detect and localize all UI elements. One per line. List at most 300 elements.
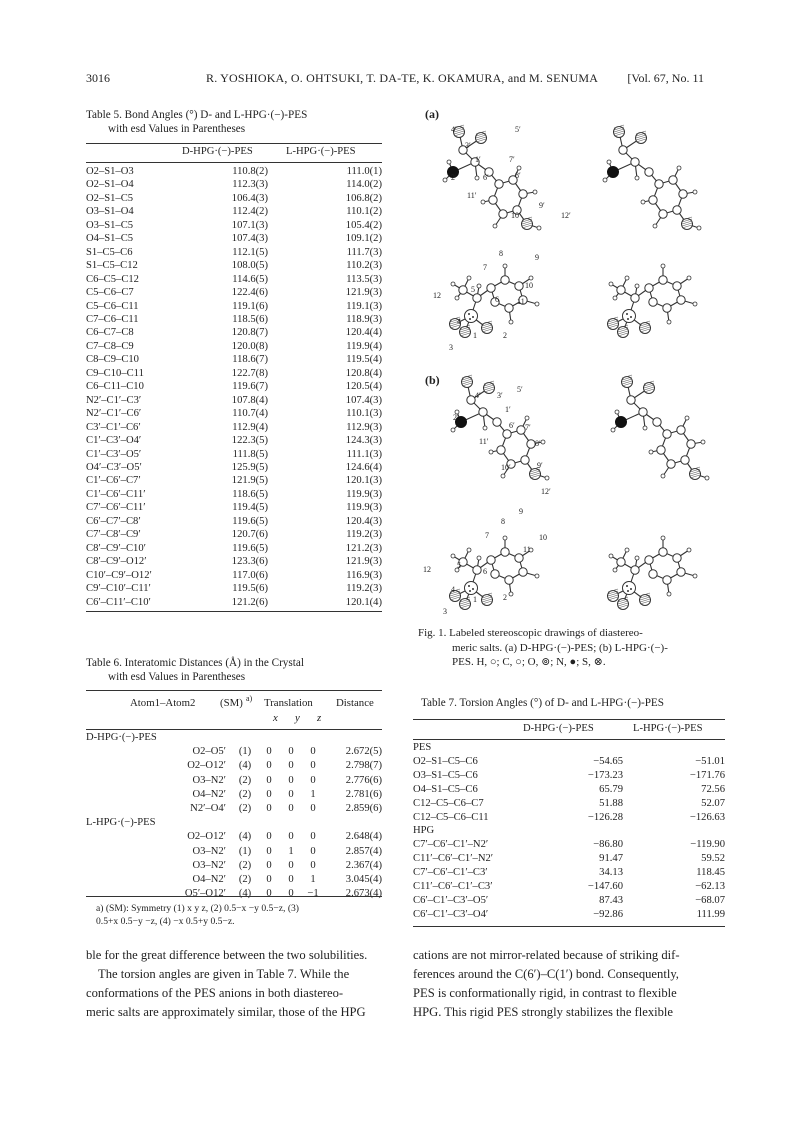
bond-angle-atoms: C5–C6–C7 — [86, 287, 134, 299]
bond-angle-d: 107.4(3) — [231, 233, 268, 245]
torsion-l: −68.07 — [695, 894, 725, 906]
hydrogen-atom — [509, 592, 513, 596]
carbon-atom — [505, 304, 513, 312]
torsion-atoms: C7′–C6′–C1′–N2′ — [413, 839, 489, 851]
torsion-l: −126.63 — [689, 811, 725, 823]
carbon-atom — [487, 284, 495, 292]
group-d-hpg: D-HPG·(−)-PES — [86, 732, 157, 743]
torsion-l: 59.52 — [701, 853, 725, 865]
bond-angle-d: 125.9(5) — [231, 461, 268, 473]
table-row — [413, 908, 725, 922]
carbon-atom — [503, 430, 511, 438]
table-row — [86, 380, 382, 393]
bond-angle-d: 108.0(5) — [231, 260, 268, 272]
bond-angle-atoms: C3′–C1′–C6′ — [86, 421, 141, 433]
atom-label: 10 — [539, 533, 547, 542]
carbon-atom — [479, 408, 487, 416]
atom-label: 5′ — [515, 125, 521, 134]
sulfur-dot — [472, 316, 474, 318]
carbon-atom — [677, 426, 685, 434]
bond-angle-atoms: O3–S1–O4 — [86, 206, 134, 218]
bond-angle-l: 120.4(4) — [345, 327, 382, 339]
bond-angle-d: 114.6(5) — [232, 273, 268, 285]
group-l-hpg: L-HPG·(−)-PES — [86, 817, 156, 829]
atom-label: 1′ — [475, 155, 481, 164]
hydrogen-atom — [489, 450, 493, 454]
table-row — [413, 797, 725, 811]
hydrogen-atom — [509, 320, 513, 324]
translation-y: 0 — [288, 859, 294, 871]
hydrogen-atom — [481, 200, 485, 204]
atom-label: 10 — [525, 281, 533, 290]
atom-label: 7′ — [525, 423, 531, 432]
atom-label: 4 — [451, 585, 455, 594]
carbon-atom — [617, 286, 625, 294]
bond-angle-d: 118.6(5) — [232, 488, 268, 500]
hydrogen-atom — [477, 556, 481, 560]
table-row — [86, 246, 382, 259]
nitrogen-atom — [616, 417, 627, 428]
bond-angle-d: 119.6(5) — [232, 542, 268, 554]
symmetry-code: (4) — [238, 760, 252, 772]
sulfur-dot — [468, 585, 470, 587]
atom-label: 5 — [457, 561, 461, 570]
carbon-atom — [497, 446, 505, 454]
table-row — [86, 300, 382, 313]
carbon-atom — [491, 570, 499, 578]
translation-z: 1 — [310, 874, 316, 886]
carbon-atom — [687, 440, 695, 448]
symmetry-code: (4) — [238, 831, 252, 843]
bond-angle-d: 117.0(6) — [232, 569, 268, 581]
bond-angle-d: 110.7(4) — [232, 408, 268, 420]
carbon-atom — [527, 440, 535, 448]
hydrogen-atom — [693, 574, 697, 578]
carbon-atom — [631, 158, 639, 166]
bond-angle-d: 118.5(6) — [232, 313, 268, 325]
bond-angle-l: 119.9(3) — [346, 502, 382, 514]
carbon-atom — [673, 554, 681, 562]
bond-angle-d: 121.9(5) — [231, 475, 268, 487]
bond-angle-d: 123.3(6) — [231, 556, 268, 568]
carbon-atom — [657, 446, 665, 454]
table-row — [413, 852, 725, 866]
atom-label: 7 — [483, 263, 487, 272]
table-row — [86, 340, 382, 353]
hydrogen-atom — [687, 276, 691, 280]
atom-label: 2 — [503, 593, 507, 602]
table-row — [86, 232, 382, 245]
bond-angle-l: 110.2(3) — [346, 260, 382, 272]
atom-pair: O4–N2′ — [192, 874, 226, 886]
stereo-figure — [413, 100, 725, 620]
bond-angle-d: 120.7(6) — [231, 529, 268, 541]
table5-top-rule — [86, 143, 382, 144]
atom-pair: O2–O12′ — [187, 760, 226, 772]
bond-angle-l: 106.8(2) — [345, 192, 382, 204]
sulfur-dot — [627, 318, 629, 320]
carbon-atom — [649, 570, 657, 578]
table-row — [86, 830, 382, 844]
table-row — [86, 788, 382, 802]
torsion-d: 65.79 — [599, 783, 623, 795]
hydrogen-atom — [661, 264, 665, 268]
table-row — [413, 769, 725, 783]
table-row — [86, 273, 382, 286]
translation-z: 0 — [310, 746, 316, 758]
table-row — [86, 461, 382, 474]
hydrogen-atom — [609, 282, 613, 286]
bond-angle-atoms: C7′–C8′–C9′ — [86, 529, 141, 541]
bond-angle-l: 121.2(3) — [345, 542, 382, 554]
atom-label: 11′ — [467, 191, 477, 200]
hydrogen-atom — [635, 556, 639, 560]
torsion-l: −119.90 — [690, 839, 725, 851]
atom-label: 9′ — [537, 461, 543, 470]
torsion-atoms: C12–C5–C6–C11 — [413, 811, 489, 823]
torsion-d: −54.65 — [593, 755, 623, 767]
atom-label: 5 — [471, 285, 475, 294]
translation-y: 0 — [288, 746, 294, 758]
carbon-atom — [673, 206, 681, 214]
bond-angle-l: 120.1(3) — [345, 475, 382, 487]
atom-label: 8 — [499, 249, 503, 258]
bond-angle-d: 112.9(4) — [232, 421, 268, 433]
bond-angle-atoms: N2′–C1′–C3′ — [86, 394, 142, 406]
table5 — [86, 165, 382, 609]
distance: 2.859(6) — [345, 803, 382, 815]
bond-angle-l: 110.1(2) — [346, 206, 382, 218]
translation-x: 0 — [266, 788, 272, 800]
table-row — [86, 501, 382, 514]
hydrogen-atom — [451, 282, 455, 286]
bond-angle-l: 120.4(3) — [345, 515, 382, 527]
distance: 2.367(4) — [345, 859, 382, 871]
symmetry-code: (4) — [238, 888, 252, 900]
sulfur-dot — [626, 313, 628, 315]
table-row — [86, 353, 382, 366]
hydrogen-atom — [677, 166, 681, 170]
carbon-atom — [519, 190, 527, 198]
table6-caption: Table 6. Interatomic Distances (Å) in the Crystal with esd Values in Parentheses — [86, 657, 304, 683]
table6-col-distance: Distance — [336, 697, 374, 709]
bond-angle-l: 110.1(3) — [346, 408, 382, 420]
atom-label: 2′ — [451, 173, 457, 182]
translation-x: 0 — [266, 760, 272, 772]
table-row — [86, 448, 382, 461]
carbon-atom — [501, 276, 509, 284]
panel-b-label: (b) — [425, 373, 440, 387]
hydrogen-atom — [661, 474, 665, 478]
bond-angle-l: 120.5(4) — [345, 381, 382, 393]
translation-y: 0 — [288, 803, 294, 815]
running-header — [86, 71, 704, 87]
table-row — [86, 165, 382, 178]
carbon-atom — [473, 566, 481, 574]
atom-label: 12 — [433, 291, 441, 300]
translation-y: 0 — [288, 874, 294, 886]
hydrogen-atom — [467, 276, 471, 280]
translation-y: 0 — [288, 760, 294, 772]
bond-angle-d: 122.4(6) — [231, 287, 268, 299]
table5-header-rule — [86, 162, 382, 163]
torsion-d: −147.60 — [587, 881, 623, 893]
carbon-atom — [677, 568, 685, 576]
torsion-d: −126.28 — [587, 811, 623, 823]
hydrogen-atom — [653, 224, 657, 228]
atom-label: 12′ — [541, 487, 551, 496]
hydrogen-atom — [451, 428, 455, 432]
hydrogen-atom — [537, 226, 541, 230]
torsion-d: 34.13 — [599, 867, 623, 879]
table7-caption: Table 7. Torsion Angles (°) of D- and L-HPG·(−)-PES — [421, 697, 664, 709]
carbon-atom — [619, 146, 627, 154]
hydrogen-atom — [541, 440, 545, 444]
bond-angle-l: 111.1(3) — [346, 448, 382, 460]
table-row — [86, 367, 382, 380]
torsion-d: 87.43 — [599, 894, 623, 906]
table-row — [413, 783, 725, 797]
nitrogen-atom — [608, 167, 619, 178]
hydrogen-atom — [615, 410, 619, 414]
bond-angle-atoms: C7′–C6′–C11′ — [86, 502, 146, 514]
atom-label: 3′ — [497, 391, 503, 400]
atom-pair: O2–O12′ — [187, 831, 226, 843]
carbon-atom — [521, 456, 529, 464]
hydrogen-atom — [687, 548, 691, 552]
bond-angle-atoms: O4–S1–C5 — [86, 233, 134, 245]
hydrogen-atom — [661, 536, 665, 540]
torsion-atoms: C6′–C1′–C3′–O4′ — [413, 908, 489, 920]
bond-angle-d: 119.6(5) — [232, 515, 268, 527]
carbon-atom — [631, 566, 639, 574]
carbon-atom — [499, 210, 507, 218]
table-row — [86, 759, 382, 773]
bond-angle-atoms: O2–S1–C5 — [86, 192, 134, 204]
table6-header-rule — [86, 729, 382, 730]
carbon-atom — [617, 558, 625, 566]
translation-x: 0 — [266, 845, 272, 857]
atom-label: 4 — [457, 317, 461, 326]
atom-label: 7 — [485, 531, 489, 540]
table-row — [86, 434, 382, 447]
atom-label: 6 — [495, 295, 499, 304]
translation-x: 0 — [266, 746, 272, 758]
torsion-l: −51.01 — [695, 755, 725, 767]
hydrogen-atom — [693, 302, 697, 306]
distance: 2.857(4) — [345, 845, 382, 857]
torsion-d: −92.86 — [593, 908, 623, 920]
bond-angle-atoms: S1–C5–C6 — [86, 246, 133, 258]
authors: R. YOSHIOKA, O. OHTSUKI, T. DA-TE, K. OKAMURA, and M. SENUMA — [206, 71, 599, 85]
table6-col-atoms: Atom1–Atom2 — [130, 697, 196, 709]
hydrogen-atom — [529, 276, 533, 280]
bond-angle-d: 112.4(2) — [232, 206, 268, 218]
bond-angle-l: 105.4(2) — [345, 219, 382, 231]
translation-z: 0 — [310, 859, 316, 871]
atom-label: 10′ — [501, 463, 511, 472]
table-row — [86, 286, 382, 299]
bond-angle-d: 119.6(7) — [232, 381, 268, 393]
torsion-atoms: C6′–C1′–C3′–O5′ — [413, 894, 489, 906]
distance: 2.648(4) — [345, 831, 382, 843]
symmetry-code: (2) — [238, 788, 252, 800]
atom-pair: O3–N2′ — [192, 845, 226, 857]
table5-bottom-rule — [86, 611, 382, 612]
hydrogen-atom — [643, 426, 647, 430]
table7-col-l: L-HPG·(−)-PES — [633, 723, 703, 734]
bond-angle-atoms: O2–S1–O3 — [86, 166, 134, 177]
atom-pair: O4–N2′ — [192, 788, 226, 800]
sulfur-dot — [472, 588, 474, 590]
bond-angle-d: 120.8(7) — [231, 327, 268, 339]
bond-angle-l: 124.6(4) — [345, 461, 382, 473]
sulfur-dot — [630, 316, 632, 318]
body-right-column: cations are not mirror-related because of striking dif- ferences around the C(6′)–C(1′) bond. Consequently, PES is conformationally rigid, in contrast to flexible HPG. This rigid PES strongly stabilizes the flexible — [413, 948, 680, 1019]
symmetry-code: (1) — [238, 746, 252, 758]
torsion-atoms: C11′–C6′–C1′–N2′ — [413, 853, 494, 865]
torsion-l: −62.13 — [695, 881, 725, 893]
bond-angle-atoms: C1′–C3′–O5′ — [86, 448, 142, 460]
atom-pair: O2–O5′ — [192, 746, 226, 758]
carbon-atom — [659, 276, 667, 284]
atom-label: 6 — [483, 567, 487, 576]
translation-x: 0 — [266, 874, 272, 886]
atom-label: 8′ — [515, 171, 521, 180]
page-number: 3016 — [86, 71, 110, 85]
atom-label: 3′ — [465, 141, 471, 150]
torsion-l: 72.56 — [701, 783, 725, 795]
atom-label: 10′ — [511, 211, 521, 220]
carbon-atom — [681, 456, 689, 464]
carbon-atom — [659, 210, 667, 218]
bond-angle-d: 122.3(5) — [231, 435, 268, 447]
panel-a-label: (a) — [425, 107, 439, 121]
table-row — [86, 596, 382, 609]
table7-top-rule — [413, 719, 725, 720]
bond-angle-l: 119.1(3) — [346, 300, 382, 312]
bond-angle-d: 118.6(7) — [232, 354, 268, 366]
figure-caption: Fig. 1. Labeled stereoscopic drawings of diastereo- meric salts. (a) D-HPG·(−)-PES; (b) L-HPG·(−)- PES. H, ○; C, ○; O, ⊚; N, ●; S, ⊗. — [418, 627, 668, 668]
table-row — [413, 755, 725, 769]
hydrogen-atom — [493, 224, 497, 228]
table-row — [86, 555, 382, 568]
bond-angle-d: 106.4(3) — [231, 192, 268, 204]
bond-angle-atoms: C1′–C3′–O4′ — [86, 435, 142, 447]
hydrogen-atom — [607, 160, 611, 164]
bond-angle-d: 107.8(4) — [231, 394, 268, 406]
carbon-atom — [673, 282, 681, 290]
table-row — [86, 421, 382, 434]
carbon-atom — [663, 576, 671, 584]
atom-pair: O5′–O12′ — [184, 888, 226, 900]
atom-label: 5′ — [517, 385, 523, 394]
hydrogen-atom — [613, 568, 617, 572]
table7-header-rule — [413, 739, 725, 740]
atom-label: 3 — [443, 607, 447, 616]
carbon-atom — [519, 568, 527, 576]
atom-label: 9 — [535, 253, 539, 262]
bond-angle-d: 121.2(6) — [231, 596, 268, 608]
bond-angle-d: 119.1(6) — [232, 300, 268, 312]
bond-angle-d: 112.3(3) — [232, 179, 268, 191]
distance: 2.673(4) — [345, 888, 382, 900]
bond-angle-atoms: C8′–C9′–C10′ — [86, 542, 146, 554]
table-row — [86, 515, 382, 528]
bond-angle-l: 120.1(4) — [345, 596, 382, 608]
table-row — [413, 880, 725, 894]
translation-x: 0 — [266, 859, 272, 871]
hydrogen-atom — [525, 416, 529, 420]
carbon-atom — [653, 418, 661, 426]
table6-top-rule — [86, 690, 382, 691]
table-row — [86, 802, 382, 816]
bond-angle-l: 119.2(3) — [346, 529, 382, 541]
translation-z: 0 — [310, 845, 316, 857]
atom-label: 2 — [503, 331, 507, 340]
bond-angle-d: 112.1(5) — [232, 246, 268, 258]
carbon-atom — [659, 548, 667, 556]
atom-label: 6′ — [509, 421, 515, 430]
sulfur-dot — [469, 590, 471, 592]
atom-label: 6′ — [483, 173, 489, 182]
atom-label: 8 — [501, 517, 505, 526]
sulfur-dot — [630, 588, 632, 590]
atom-pair: O3–N2′ — [192, 774, 226, 786]
sulfur-atom — [623, 310, 636, 323]
hydrogen-atom — [609, 554, 613, 558]
carbon-atom — [631, 294, 639, 302]
table-row — [86, 887, 382, 901]
distance: 2.798(7) — [345, 760, 382, 772]
hydrogen-atom — [625, 548, 629, 552]
table-row — [86, 569, 382, 582]
carbon-atom — [645, 556, 653, 564]
translation-z: 0 — [310, 803, 316, 815]
hydrogen-atom — [467, 548, 471, 552]
table-row — [86, 859, 382, 873]
symmetry-code: (2) — [238, 874, 252, 886]
hydrogen-atom — [635, 176, 639, 180]
bond-angle-atoms: C9′–C10′–C11′ — [86, 583, 151, 595]
hydrogen-atom — [625, 276, 629, 280]
atom-label: 12′ — [561, 211, 571, 220]
table-row — [86, 845, 382, 859]
table-row — [86, 542, 382, 555]
atom-label: 4′ — [451, 125, 457, 134]
torsion-l: 111.99 — [696, 908, 725, 920]
hydrogen-atom — [667, 320, 671, 324]
torsion-atoms: C7′–C6′–C1′–C3′ — [413, 867, 488, 879]
atom-label: 1 — [473, 331, 477, 340]
table7 — [413, 741, 725, 922]
table6-col-sm: (SM) — [220, 697, 243, 709]
carbon-atom — [645, 168, 653, 176]
table-row — [86, 313, 382, 326]
bond-angle-l: 120.8(4) — [345, 367, 382, 379]
bond-angle-atoms: C6′–C7′–C8′ — [86, 515, 141, 527]
torsion-l: 52.07 — [701, 797, 725, 809]
bond-angle-l: 119.9(4) — [346, 340, 382, 352]
carbon-atom — [493, 418, 501, 426]
bond-angle-d: 120.0(8) — [231, 340, 268, 352]
table6-bottom-rule — [86, 896, 382, 897]
carbon-atom — [501, 548, 509, 556]
table-row — [86, 219, 382, 232]
torsion-atoms: O3–S1–C5–C6 — [413, 769, 478, 781]
hydrogen-atom — [475, 176, 479, 180]
bond-angle-d: 110.8(2) — [232, 166, 268, 177]
